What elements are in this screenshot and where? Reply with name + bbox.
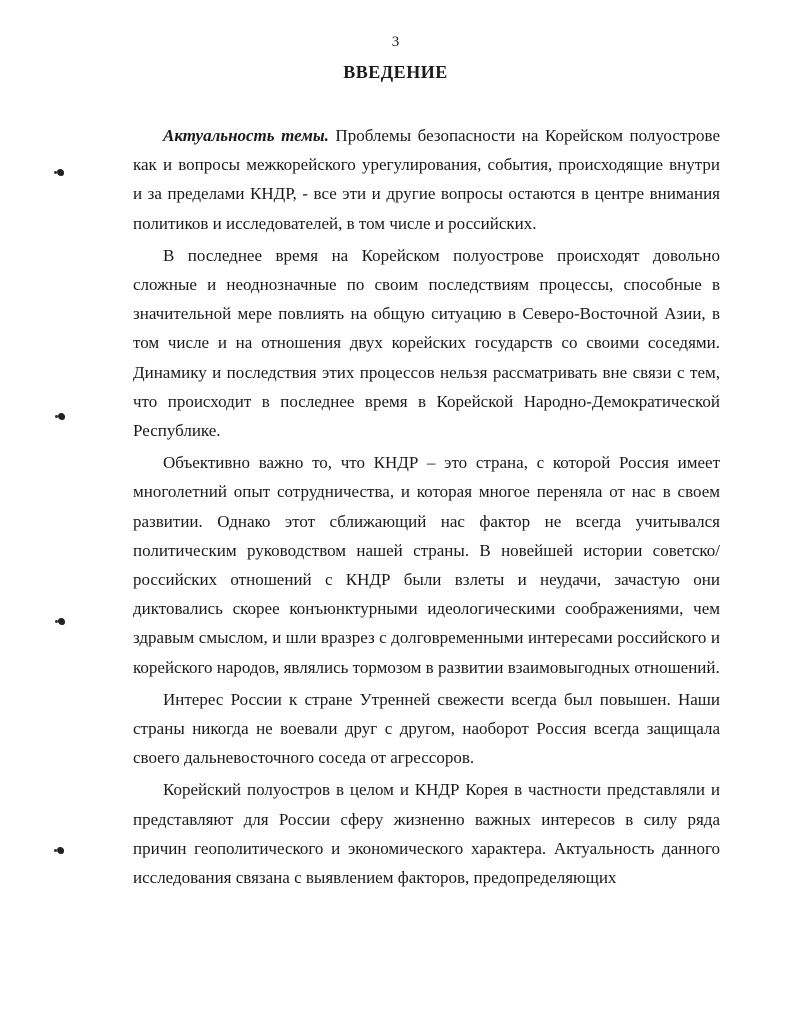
scan-mark (58, 413, 65, 420)
paragraph-5: Корейский полуостров в целом и КНДР Корея в частности представляли и представляют для России сферу жизненно важных интересов в силу ряда причин геополитического и экономического характера. Актуальность данного исследования связана с выявлением факторов, предопределяющих (133, 780, 720, 888)
page-title: ВВЕДЕНИЕ (343, 62, 448, 82)
paragraph-1-text: Проблемы безопасности на Корейском полуострове как и вопросы межкорейского урегулирования, события, происходящие внутри и за пределами КНДР, - все эти и другие вопросы остаются в центре внимания политиков и исследователей, в том числе и российских. (133, 126, 720, 233)
paragraph-1 (133, 121, 720, 238)
scan-mark (57, 847, 64, 854)
paragraph-4: Интерес России к стране Утренней свежести всегда был повышен. Наши страны никогда не воевали друг с другом, наоборот Россия всегда защищала своего дальневосточного соседа от агрессоров. (133, 689, 720, 768)
scan-mark (58, 618, 65, 625)
paragraph-2: В последнее время на Корейском полуострове происходят довольно сложные и неоднозначные по своим последствиям процессы, способные в значительной мере повлиять на общую ситуацию в Северо-Восточной Азии, в том числе и на отношения двух корейских государств со своими соседями. Динамику и последствия этих процессов нельзя рассматривать вне связи с тем, что происходит в последнее время в Корейской Народно-Демократической Республике. (133, 245, 720, 441)
lead-phrase: Актуальность темы. (163, 126, 329, 145)
scan-mark (57, 169, 64, 176)
paragraph-3: Объективно важно то, что КНДР – это страна, с которой Россия имеет многолетний опыт сотрудничества, и которая многое переняла от нас в своем развитии. Однако этот сближающий нас фактор не всегда учитывался политическим руководством нашей страны. В новейшей истории советско/российских отношений с КНДР были взлеты и неудачи, зачастую они диктовались скорее конъюнктурными идеологическими соображениями, чем здравым смыслом, и шли вразрез с долговременными интересами российского и корейского народов, являлись тормозом в развитии взаимовыгодных отношений. (133, 453, 720, 677)
document-body (133, 121, 720, 895)
page-number: 3 (391, 34, 400, 50)
